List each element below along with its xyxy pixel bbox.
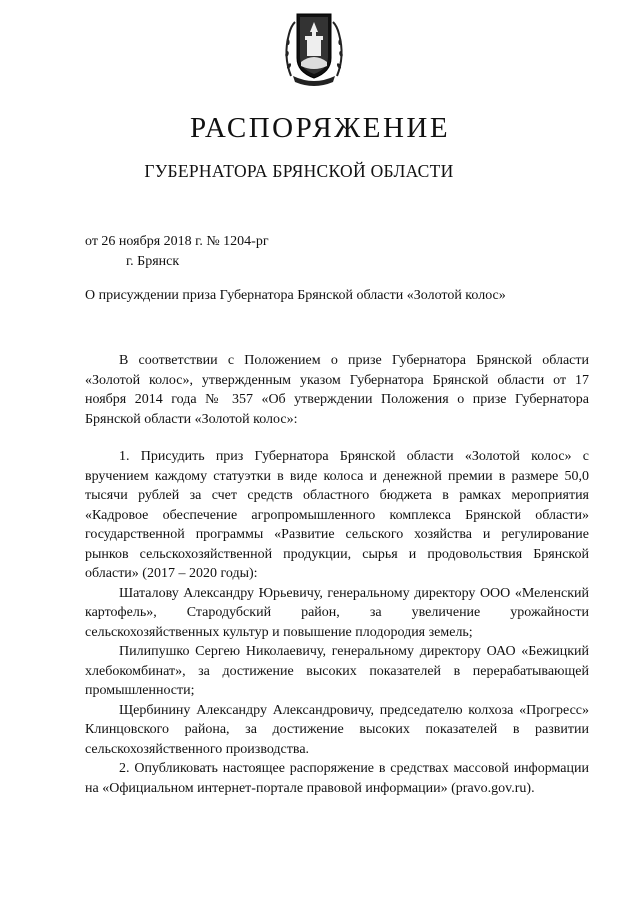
paragraph-spacer	[85, 429, 589, 447]
document-date-number: от 26 ноября 2018 г. № 1204-рг	[85, 234, 269, 249]
item-1-paragraph: 1. Присудить приз Губернатора Брянской области «Золотой колос» с вручением каждому статуэтки в виде колоса и денежной премии в размере 50,0 тысячи рублей за счет средств областного бюджета в рамках мероприятия «Кадровое обеспечение агропромышленного комплекса Брянской области» государственной программы «Развитие сельского хозяйства и регулирование рынков сельскохозяйственной продукции, сырья и продовольствия Брянской области» (2017 – 2020 годы):	[85, 449, 589, 581]
awardee-3-paragraph: Щербинину Александру Александровичу, председателю колхоза «Прогресс» Клинцовского района, за достижение высоких показателей в развитии сельскохозяйственного производства.	[85, 702, 589, 757]
coat-of-arms-icon	[281, 6, 347, 92]
document-body	[85, 351, 589, 798]
preamble-paragraph: В соответствии с Положением о призе Губернатора Брянской области «Золотой колос», утвержденным указом Губернатора Брянской области от 17 ноября 2014 года № 357 «Об утверждении Положения о призе Губернатора Брянской области «Золотой колос»:	[85, 353, 589, 427]
subject-line-1: О присуждении приза Губернатора	[85, 288, 294, 303]
awardee-1-paragraph: Шаталову Александру Юрьевичу, генеральному директору ООО «Меленский картофель», Стародубский район, за увеличение урожайности сельскохозяйственных культур и повышение плодородия земель;	[85, 585, 589, 640]
subject-line-2: Брянской области «Золотой колос»	[297, 288, 506, 303]
document-subtitle: ГУБЕРНАТОРА БРЯНСКОЙ ОБЛАСТИ	[144, 161, 454, 181]
awardee-2-paragraph: Пилипушко Сергею Николаевичу, генеральному директору ОАО «Бежицкий хлебокомбинат», за достижение высоких показателей в перерабатывающей промышленности;	[85, 644, 589, 698]
document-city: г. Брянск	[126, 254, 180, 269]
item-2-paragraph: 2. Опубликовать настоящее распоряжение в средствах массовой информации на «Официальном интернет-портале правовой информации» (pravo.gov.ru).	[85, 761, 589, 796]
document-title: РАСПОРЯЖЕНИЕ	[189, 112, 451, 144]
document-subject	[85, 286, 506, 305]
